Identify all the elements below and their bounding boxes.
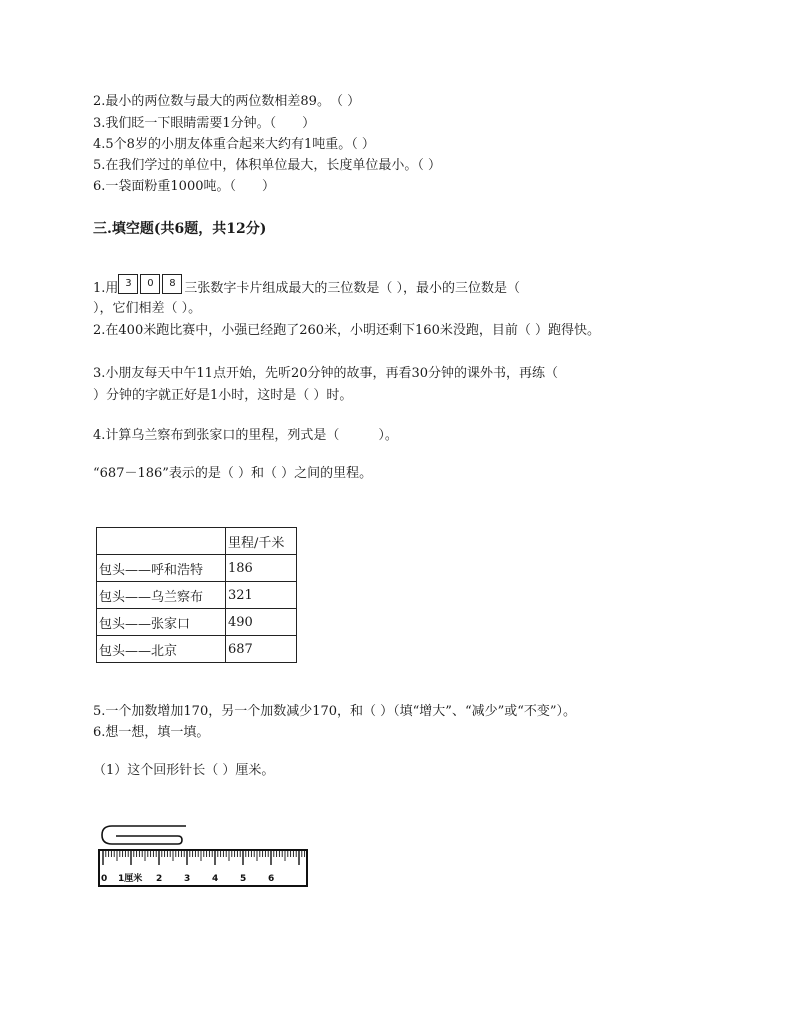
table-cell-distance: 186: [226, 555, 297, 582]
question-1-prefix: 1.用: [93, 281, 119, 296]
ruler-label: 5: [240, 874, 247, 884]
paperclip-icon: [102, 826, 186, 844]
table-cell-route: 包头——张家口: [97, 609, 226, 636]
question-2: 2.在400米跑比赛中，小强已经跑了260米，小明还剩下160米没跑，目前（ ）跑得快。: [93, 323, 600, 338]
section-title: 三.填空题(共6题，共12分): [93, 221, 267, 237]
ruler-label: 0: [101, 874, 108, 884]
paperclip-ruler-figure: [98, 822, 310, 890]
table-header-row: [97, 528, 297, 555]
number-card: 0: [140, 274, 160, 294]
ruler-label: 1厘米: [118, 874, 143, 884]
table-header-cell: 里程/千米: [226, 528, 297, 555]
judge-item-2: 2.最小的两位数与最大的两位数相差89。 （ ）: [93, 94, 361, 109]
question-1-line-1: [93, 278, 520, 298]
ruler-body: [99, 850, 307, 886]
number-card: 3: [118, 274, 138, 294]
number-cards: [118, 278, 184, 298]
table-row: [97, 636, 297, 663]
judge-item-3: 3.我们眨一下眼睛需要1分钟。（ ）: [93, 116, 316, 131]
judge-item-5: 5.在我们学过的单位中，体积单位最大，长度单位最小。（ ）: [93, 158, 442, 173]
question-1-line-2: ），它们相差（ ）。: [93, 301, 202, 316]
table-cell-distance: 687: [226, 636, 297, 663]
judge-item-4: 4.5个8岁的小朋友体重合起来大约有1吨重。（ ）: [93, 137, 375, 152]
table-cell-distance: 490: [226, 609, 297, 636]
table-header-cell: [97, 528, 226, 555]
mileage-table: [96, 527, 297, 663]
table-cell-route: 包头——北京: [97, 636, 226, 663]
question-1-suffix: 三张数字卡片组成最大的三位数是（ ），最小的三位数是（: [184, 281, 521, 296]
table-cell-route: 包头——乌兰察布: [97, 582, 226, 609]
question-3-line-2: ）分钟的字就正好是1小时，这时是（ ）时。: [93, 388, 353, 403]
table-row: [97, 609, 297, 636]
ruler-label: 3: [184, 874, 191, 884]
question-3-line-1: 3.小朋友每天中午11点开始，先听20分钟的故事，再看30分钟的课外书，再练（: [93, 366, 559, 381]
number-card: 8: [162, 274, 182, 294]
table-row: [97, 555, 297, 582]
question-6-sub-1: （1）这个回形针长（ ）厘米。: [93, 763, 275, 778]
table-row: [97, 582, 297, 609]
ruler-label: 2: [156, 874, 163, 884]
question-4-line-2: “687－186”表示的是（ ）和（ ）之间的里程。: [93, 466, 373, 481]
table-cell-route: 包头——呼和浩特: [97, 555, 226, 582]
ruler-label: 4: [212, 874, 219, 884]
ruler-label: 6: [268, 874, 275, 884]
table-cell-distance: 321: [226, 582, 297, 609]
question-6-title: 6.想一想，填一填。: [93, 725, 210, 740]
question-4-line-1: 4.计算乌兰察布到张家口的里程，列式是（ ）。: [93, 428, 398, 443]
question-5: 5.一个加数增加170，另一个加数减少170，和（ ）（填“增大”、“减少”或“不变”）。: [93, 704, 577, 719]
judge-item-6: 6.一袋面粉重1000吨。（ ）: [93, 179, 275, 194]
